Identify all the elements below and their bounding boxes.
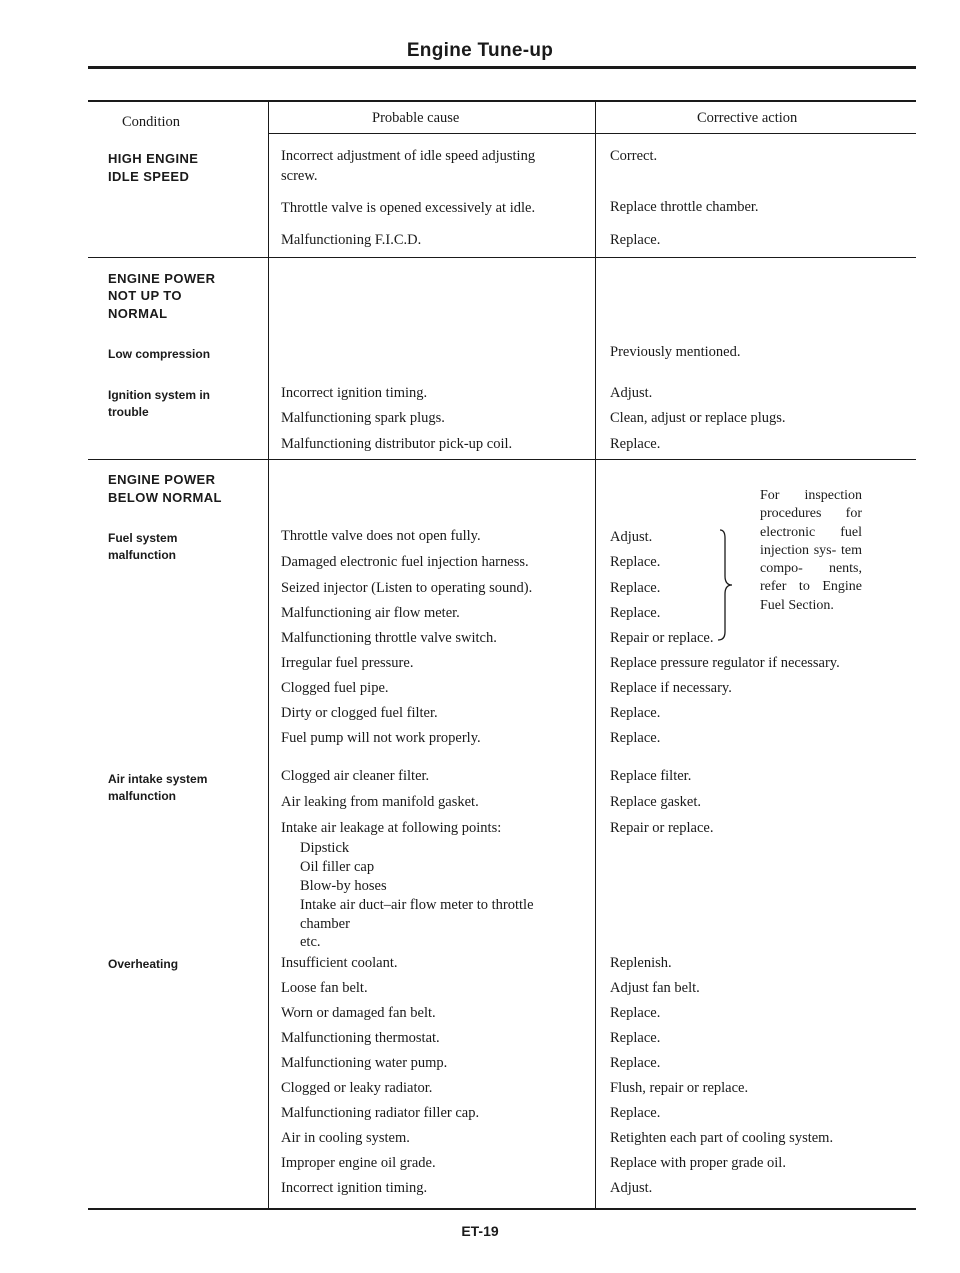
sub-condition-ignition-line-2: trouble [108,405,149,419]
page-number: ET-19 [461,1223,499,1239]
cause-item: Insufficient coolant. [281,955,398,971]
action-item: Replace. [610,1055,661,1071]
sub-condition-low-compression: Low compression [108,347,211,361]
sub-condition-air-line-1: Air intake system [108,772,208,786]
condition-power-not-up-line-1: ENGINE POWER [108,271,216,286]
leak-point: etc. [300,934,321,950]
action-item: Correct. [610,148,658,164]
action-item: Adjust. [610,529,653,545]
action-item: Adjust. [610,385,653,401]
cause-item: Damaged electronic fuel injection harness. [281,554,529,570]
action-item: Repair or replace. [610,630,714,646]
action-item: Repair or replace. [610,820,714,836]
action-item: Clean, adjust or replace plugs. [610,410,786,426]
action-item: Adjust fan belt. [610,980,700,996]
cause-item: Fuel pump will not work properly. [281,730,481,746]
grouping-brace [714,528,736,642]
cause-item: Air leaking from manifold gasket. [281,794,479,810]
title-rule [88,66,916,69]
cause-item: Clogged or leaky radiator. [281,1080,433,1096]
header-corrective-action: Corrective action [697,110,798,126]
action-item: Replace if necessary. [610,680,732,696]
action-item: Replace. [610,554,661,570]
cause-item: Irregular fuel pressure. [281,655,414,671]
sub-condition-air-line-2: malfunction [108,789,176,803]
action-item: Adjust. [610,1180,653,1196]
cause-item: Loose fan belt. [281,980,368,996]
cause-item: Clogged air cleaner filter. [281,768,430,784]
action-item: Replace. [610,705,661,721]
leak-point: Blow-by hoses [300,878,387,894]
condition-power-not-up-line-2: NOT UP TO [108,288,182,303]
action-item: Replace. [610,1030,661,1046]
action-item: Replace. [610,436,661,452]
action-item: Replace throttle chamber. [610,199,759,215]
cause-item: Incorrect ignition timing. [281,385,428,401]
sub-condition-fuel-line-2: malfunction [108,548,176,562]
column-divider-2 [595,100,596,1210]
cause-item: Throttle valve does not open fully. [281,528,481,544]
sub-condition-ignition-line-1: Ignition system in [108,388,211,402]
action-item: Replace. [610,1105,661,1121]
cause-item: Malfunctioning thermostat. [281,1030,440,1046]
cause-item: Improper engine oil grade. [281,1155,436,1171]
action-item: Replace. [610,730,661,746]
action-item: Replenish. [610,955,672,971]
condition-high-idle-line-2: IDLE SPEED [108,169,190,184]
page-title: Engine Tune-up [406,40,554,61]
cause-item: Seized injector (Listen to operating sound). [281,580,533,596]
action-item: Replace. [610,580,661,596]
cause-item: Throttle valve is opened excessively at idle. [281,200,536,216]
leak-point: chamber [300,916,350,932]
cause-item: Malfunctioning spark plugs. [281,410,445,426]
cause-item: Intake air leakage at following points: [281,820,502,836]
row-rule-1 [88,257,916,258]
table-top-rule [88,100,916,102]
header-rule [268,133,916,134]
leak-point: Oil filler cap [300,859,375,875]
header-condition: Condition [122,114,181,130]
action-item: Replace pressure regulator if necessary. [610,655,840,671]
leak-point: Dipstick [300,840,350,856]
action-item: Retighten each part of cooling system. [610,1130,834,1146]
leak-point: Intake air duct–air flow meter to throttle [300,897,534,913]
cause-item: Malfunctioning throttle valve switch. [281,630,497,646]
action-item: Replace filter. [610,768,692,784]
cause-item: Malfunctioning water pump. [281,1055,448,1071]
condition-power-not-up-line-3: NORMAL [108,306,168,321]
cause-item: Clogged fuel pipe. [281,680,389,696]
sub-condition-fuel-line-1: Fuel system [108,531,178,545]
cause-item: Malfunctioning distributor pick-up coil. [281,436,513,452]
action-item: Flush, repair or replace. [610,1080,749,1096]
action-item: Replace. [610,232,661,248]
action-item: Replace with proper grade oil. [610,1155,786,1171]
cause-item: Incorrect adjustment of idle speed adjusting [281,148,536,164]
column-divider-1 [268,100,269,1210]
table-bottom-rule [88,1208,916,1210]
condition-power-below-line-1: ENGINE POWER [108,472,216,487]
fuel-inspection-note: For inspection procedures for electronic fuel injection sys- tem compo- nents, refer to Engine Fuel Section. [760,488,862,613]
action-item: Previously mentioned. [610,344,741,360]
action-item: Replace gasket. [610,794,701,810]
cause-item: Incorrect ignition timing. [281,1180,428,1196]
header-probable-cause: Probable cause [372,110,460,126]
action-item: Replace. [610,605,661,621]
cause-item: Air in cooling system. [281,1130,410,1146]
row-rule-2 [88,459,916,460]
action-item: Replace. [610,1005,661,1021]
condition-high-idle-line-1: HIGH ENGINE [108,151,199,166]
cause-item: Dirty or clogged fuel filter. [281,705,438,721]
condition-power-below-line-2: BELOW NORMAL [108,490,222,505]
sub-condition-overheating: Overheating [108,957,179,971]
cause-item: screw. [281,168,318,184]
cause-item: Malfunctioning F.I.C.D. [281,232,422,248]
cause-item: Malfunctioning radiator filler cap. [281,1105,480,1121]
cause-item: Worn or damaged fan belt. [281,1005,436,1021]
cause-item: Malfunctioning air flow meter. [281,605,460,621]
